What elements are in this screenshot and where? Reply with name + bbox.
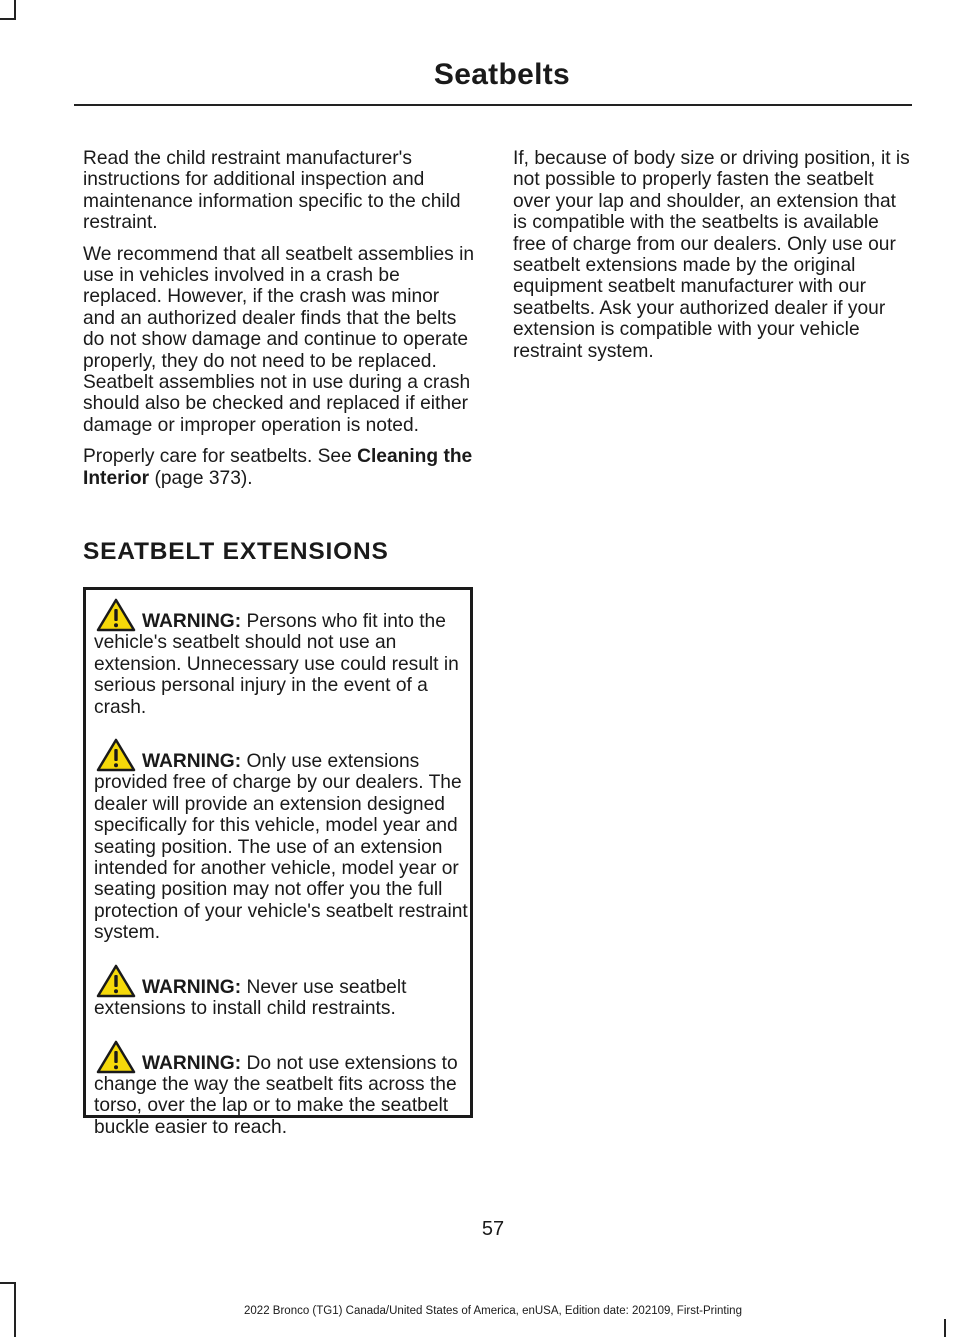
- warning-triangle-icon: [96, 964, 136, 998]
- page-title: Seatbelts: [433, 58, 570, 91]
- paragraph: Read the child restraint manufacturer's instructions for additional inspection and maintenance information specific to the child restraint.: [83, 148, 461, 234]
- paragraph-text: (page 373).: [149, 467, 253, 489]
- paragraph: [83, 446, 475, 489]
- right-column: [513, 148, 911, 372]
- warning-item: [94, 738, 468, 944]
- section-heading: SEATBELT EXTENSIONS: [83, 538, 389, 565]
- header-divider: [74, 104, 912, 106]
- paragraph: If, because of body size or driving position, it is not possible to properly fasten the seatbelt over your lap and shoulder, an extension that is compatible with the seatbelts is available free of charge from our dealers. Only use our seatbelt extensions made by the original equipment seatbelt manufacturer with our seatbelts. Ask your authorized dealer if your extension is compatible with your vehicle restraint system.: [513, 148, 910, 362]
- warning-label: WARNING:: [142, 751, 242, 773]
- paragraph: We recommend that all seatbelt assemblies in use in vehicles involved in a crash be replaced. However, if the crash was minor and an authorized dealer finds that the belts do not show damage and continue to operate properly, they do not need to be replaced. Seatbelt assemblies not in use during a crash should also be checked and replaced if either damage or improper operation is noted.: [83, 243, 475, 436]
- warning-item: [94, 598, 468, 718]
- crop-mark: [0, 1282, 16, 1284]
- footer-edition-info: 2022 Bronco (TG1) Canada/United States of America, enUSA, Edition date: 202109, First-Printing: [244, 1305, 742, 1317]
- warning-text: Do not use extensions to change the way the seatbelt fits across the torso, over the lap or to make the seatbelt buckle easier to reach.: [94, 1052, 458, 1138]
- crop-mark: [944, 1319, 946, 1337]
- warning-label: WARNING:: [142, 1052, 242, 1074]
- warning-triangle-icon: [96, 1040, 136, 1074]
- warning-text: Never use seatbelt extensions to install child restraints.: [94, 976, 407, 1020]
- warning-text: Persons who fit into the vehicle's seatbelt should not use an extension. Unnecessary use could result in serious personal injury in the event of a crash.: [94, 611, 459, 718]
- warning-triangle-icon: [96, 738, 136, 772]
- warning-item: [94, 1040, 468, 1139]
- paragraph-text: Properly care for seatbelts. See: [83, 446, 358, 468]
- warning-label: WARNING:: [142, 976, 242, 998]
- warning-item: [94, 964, 468, 1020]
- left-column: [83, 148, 475, 499]
- warning-triangle-icon: [96, 598, 136, 632]
- crop-mark: [0, 18, 16, 20]
- page-number: 57: [481, 1218, 505, 1240]
- cross-reference-link[interactable]: Cleaning the Interior: [83, 446, 473, 489]
- crop-mark: [14, 0, 16, 18]
- warning-box: [83, 587, 473, 1138]
- warning-label: WARNING:: [142, 611, 242, 632]
- warning-text: Only use extensions provided free of charge by our dealers. The dealer will provide an extension designed specifically for this vehicle, model year and seating position. The use of an extension intended for another vehicle, model year or seating position may not offer you the full protection of your vehicle's seatbelt restraint system.: [94, 751, 468, 944]
